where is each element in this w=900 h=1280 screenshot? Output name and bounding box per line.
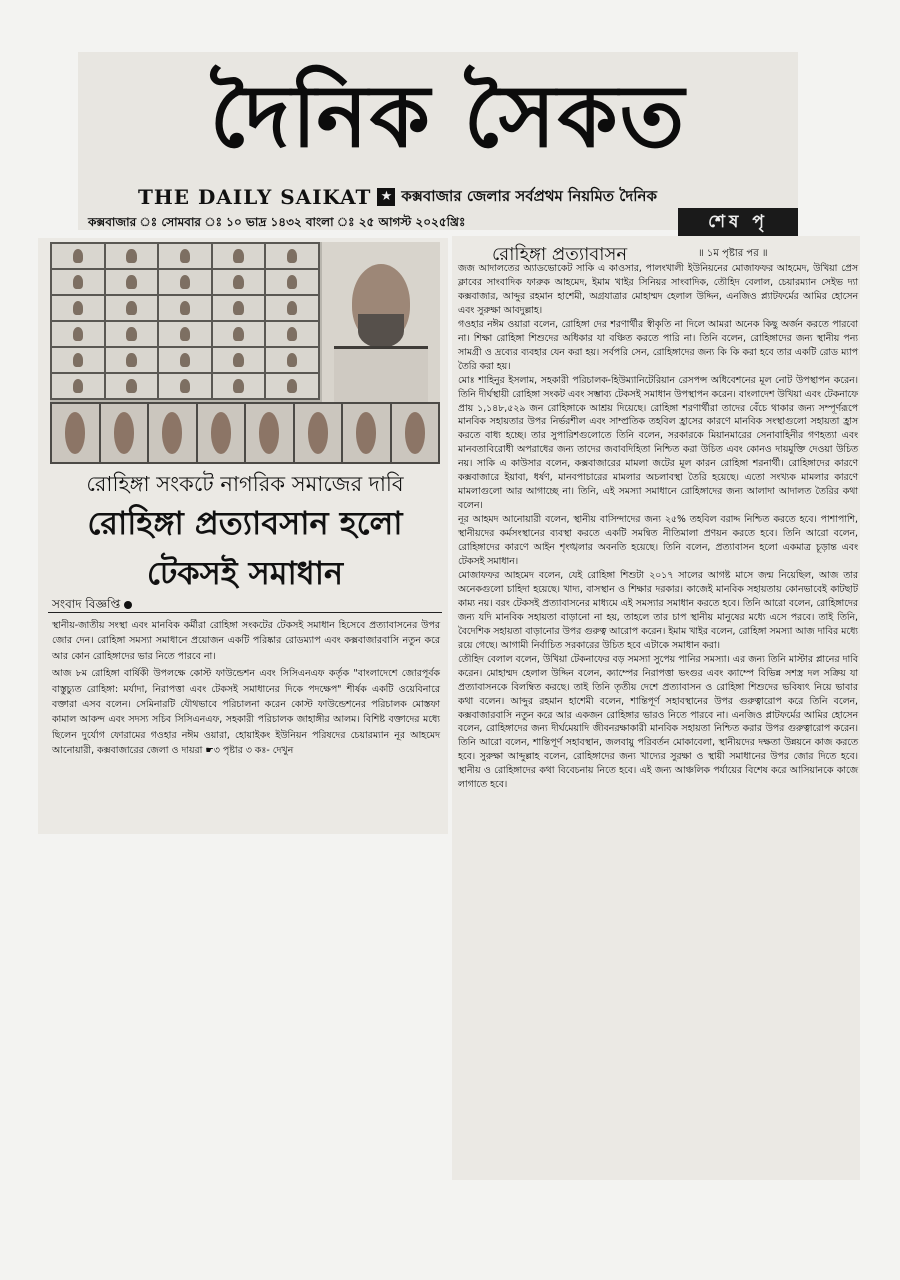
video-call-grid (50, 242, 320, 400)
english-name: THE DAILY SAIKAT (138, 185, 372, 209)
paragraph: স্থানীয়-জাতীয় সংস্থা এবং মানবিক কর্মীরা রোহিঙ্গা সংকটের টেকসই সমাধান হিসেবে প্রত্যাবাসনের উপর জোর দেন। রোহিঙ্গা সমস্যা সমাধানে প্রয়োজন একটি পরিষ্কার রোডম্যাপ এবং কক্সবাজারবাসি নতুন করে আর কোন রোহিঙ্গাদের ভার নিতে পারবে না। (52, 620, 440, 662)
paragraph: তৌহিদ বেলাল বলেন, উখিয়া টেকনাফের বড় সমস্যা সুপেয় পানির সমস্যা। এর জন্য তিনি মাস্টার প্লানের দাবি করেন। মোহাম্মদ হেলাল উদ্দিন বলেন, ক্যাম্পের নিরাপত্তা ভংগুর এবং ক্যাম্পে বিভিন্ন সশস্ত্র দল সক্রিয় যা প্রত্যাবাসনকে বিলম্বিত করছে। তাই তিনি তৃতীয় দেশে প্রত্যাবাসন ও রোহিঙ্গা শিশুদের ভবিষ্যৎ নিয়ে ভাবার কথা বলেন। আব্দুর রহমান হাশেমী বলেন, শান্তিপূর্ণ সহাবস্থানের উপর গুরুত্বারোপ করে তিনি বলেন, কক্সবাজারবাসি নতুন করে আর একজন রোহিঙ্গার ভারও নিতে পারবে না। এনজিও প্লাটফর্মের আমির হোসেন বলেন, রোহিঙ্গাদের জন্য দীর্ঘমেয়াদি জীবনরক্ষাকারী মানবিক সহায়তা নিশ্চিত করার উপর গুরুত্বারোপ করেন। তিনি আরো বলেন, শান্তিপূর্ণ সহাবস্থান, জলবায়ু পরিবর্তন মোকাবেলা, স্থানীয়দের দক্ষতা উন্নয়নে কাজ করতে হবে। সুরুক্ষা আব্দুল্লাহ বলেন, রোহিঙ্গাদের জন্য খাদ্যের সুরক্ষা ও স্থায়ী সমাধানের উপর জোর দিতে হবে। স্থানীয় ও রোহিঙ্গাদের কথা বিবেচনায় নিতে হবে। এই জন্য আঞ্চলিক পর্যায়ের বিশেষ করে আসিয়ানকে কাজে লাগাতে হবে। (458, 653, 858, 791)
headline-block (50, 464, 440, 604)
bullet-icon (124, 601, 132, 609)
last-page-label: শেষ পৃ (678, 208, 798, 238)
article-body (458, 262, 858, 792)
paragraph: আজ ৮ম রোহিঙ্গা বার্ষিকী উপলক্ষে কোস্ট ফাউন্ডেশন এবং সিসিএনএফ কর্তৃক "বাংলাদেশে জোরপূর্বক বাস্তুচ্যুত রোহিঙ্গা: মর্যাদা, নিরাপত্তা এবং টেকসই সমাধানের দিকে পদক্ষেপ" শীর্ষক একটি ওয়েবিনারে বক্তারা এসব বলেন। সেমিনারটি যৌথভাবে পরিচালনা করেন কোস্ট ফাউন্ডেশনের পরিচালক মোস্তফা কামাল আকন্দ এবং সদস্য সচিব সিসিএনএফ, সহকারী পরিচালক জাহাঙ্গীর আলম। বিশিষ্ট বক্তাদের মধ্যে ছিলেন দুর্যোগ ফোরামের গওহার নঈম ওয়ারা, হোয়াইকং ইউনিয়ন পরিষদের চেয়ারম্যান নূর আহমেদ আনোয়ারী, কক্সবাজারের জেলা ও দায়রা ☛৩ পৃষ্টার ৩ কঃ- দেখুন (52, 668, 440, 757)
tagline: কক্সবাজার জেলার সর্বপ্রথম নিয়মিত দৈনিক (401, 186, 657, 205)
speaker-faces-strip (50, 402, 440, 464)
headline-line-2: টেকসই সমাধান (146, 554, 344, 592)
kicker: রোহিঙ্গা সংকটে নাগরিক সমাজের দাবি (86, 472, 404, 496)
tagline-row (138, 184, 798, 210)
continuation-header (452, 240, 860, 265)
newspaper-logo: দৈনিক সৈকত (209, 66, 687, 167)
continued-from-label: ॥ ১ম পৃষ্টার পর ॥ (698, 248, 768, 259)
byline: সংবাদ বিজ্ঞপ্তি (52, 596, 132, 616)
divider (48, 612, 442, 613)
paragraph: নূর আহমদ আনোয়ারী বলেন, স্থানীয় বাসিন্দাদের জন্য ২৫% তহবিল বরাদ্দ নিশ্চিত করতে হবে। পাশাপাশি, স্থানীয়দের কর্মসংস্থানের ব্যবস্থা করতে একটি সমন্বিত নীতিমালা প্রণয়ন করতে হবে। তিনি আরো বলেন, রোহিঙ্গাদের কারণে আইন শৃংঙ্খলার অবনতি হয়েছে। তিনি বলেন, প্রত্যাবাসন হলো একমাত্র চূড়ান্ত এবং টেকসই সমাধান। (458, 514, 858, 568)
dateline: কক্সবাজার ঃ সোমবার ঃ ১০ ভাদ্র ১৪৩২ বাংলা ঃ ২৫ আগস্ট ২০২৫খ্রিঃ (88, 215, 466, 229)
article-title: রোহিঙ্গা প্রত্যাবাসন (492, 244, 628, 265)
front-page-article (38, 238, 448, 834)
webinar-photo (50, 242, 440, 464)
paragraph: গওহার নঈম ওয়ারা বলেন, রোহিঙ্গা দের শরণার্থীর স্বীকৃতি না দিলে আমরা অনেক কিছু অর্জন করতে পারবো না। শিক্ষা রোহিঙ্গা শিশুদের অধিকার যা বঞ্চিত করতে পারি না। তিনি বলেন, রোহিঙ্গাদের জন্য স্থানীয় পন্য সামগ্রী ও দ্রব্যের ব্যবহার যেন করা হয়। সর্বপরি সেন, রোহিঙ্গাদের জন্য কি কি করা হবে তার একটি রোড ম্যাপ তৈরি করা হয়। (458, 318, 858, 372)
paragraph: মোজাফফর আহমেদ বলেন, যেই রোহিঙ্গা শিশুটা ২০১৭ সালের আগষ্ট মাসে জন্ম নিয়েছিল, আজ তার অনেকগুলো চাহিদা হয়েছে। খাদ্য, বাসস্থান ও শিক্ষার দরকার। কাজেই মানবিক সহায়তায় কোনভাবেই কাটছাট কাম্য নয়। বরং টেকসই প্রত্যাবাসনের মাধ্যমে এই সমস্যার সমাধান করতে হবে। তিনি আরো বলেন, রোহিঙ্গাদের জন্য যদি মানবিক সহায়তা বাড়ানো না হয়, তাহলে তার চাপ স্থানীয় মানুষের মধ্যে এসে পরবে। তাই তিনি, বৈদেশিক সহায়তা বাড়ানোর উপর গুরুত্ব আরোপ করেন। ইমাম খাইর বলেন, রোহিঙ্গা সমস্যা আজ দাবির মধ্যে রয়ে গেছে। আগামী নির্বাচিত সরকারের উচিত হবে এটাকে সমাধান করা। (458, 569, 858, 651)
star-icon: ★ (377, 188, 395, 206)
article-body (52, 618, 440, 761)
back-page-article (452, 236, 860, 1180)
masthead-clipping (78, 52, 798, 230)
paragraph: মোঃ শাহিনুর ইসলাম, সহকারী পরিচালক-হিউম্যানিটেরিয়ান রেসপন্স অধিবেশনের মূল নোট উপস্থাপন করেন। তিনি দীর্ঘস্থায়ী রোহিঙ্গা সংকট এবং সম্ভাব্য টেকসই সমাধান উপস্থাপন করেন। বাংলাদেশ উখিয়া এবং টেকনাফে প্রায় ১,১৪৮,৫২৯ জন রোহিঙ্গাকে আশ্রয় দিয়েছে। রোহিঙ্গা শরণার্থীরা তাদের বেঁচে থাকার জন্য সম্পূর্ণরূপে মানবিক সহায়তার উপর নির্ভরশীল এবং সাম্প্রতিক তহবিল হ্রাসের কারণে মানবিক সংস্থাগুলো সহায়তা হ্রাস করতে বাধ্য হচ্ছে। তার সুপারিশগুলোতে তিনি বলেন, সরকারকে মিয়ানমারের সেনাবাহিনীর গণহত্যা এবং মানবতাবিরোধী অপরাধের জন্য তাদের জবাবদিহিতা নিশ্চিত করা উচিত এবং কোনও দায়মুক্তি দেওয়া উচিত নয়। সাকি এ কাউসার বলেন, কক্সবাজারের মামলা জটের মূল কারন রোহিঙ্গা শরনার্থী। রোহিঙ্গাদের কারণে কক্সবাজারে ইয়াবা, ধর্ষণ, মানবপাচারের মামলার অচলাবস্থা তৈরি হয়েছে। এতো সংখ্যক মামলার কারণে মামলাগুলো আর আগাচ্ছে না। তিনি, এই সমস্যা সমাধানে রোহিঙ্গাদের জন্য আলাদা আদালত তৈরির কথা বলেন। (458, 374, 858, 512)
speaker-portrait (322, 242, 440, 402)
headline-line-1: রোহিঙ্গা প্রত্যাবসান হলো (87, 504, 403, 542)
paragraph: জজ আদালতের অ্যাডভোকেট সাকি এ কাওসার, পালংখালী ইউনিয়নের মোজাফফর আহমেদ, উখিয়া প্রেস ক্লাবের সাংবাদিক ফারুক আহমেদ, ইমাম খাইর সিনিয়র সাংবাদিক, তৌহিদ বেলাল, চেয়ারম্যান সেইভ দ্যা কক্সবাজার, আব্দুর রহমান হাশেমী, অগ্রযাত্রার মোহাম্মদ হেলাল উদ্দিন, এনজিও প্ল্যাটফর্মের আমির হোসেন এবং সুরুক্ষা আবদুল্লাহ। (458, 263, 858, 316)
